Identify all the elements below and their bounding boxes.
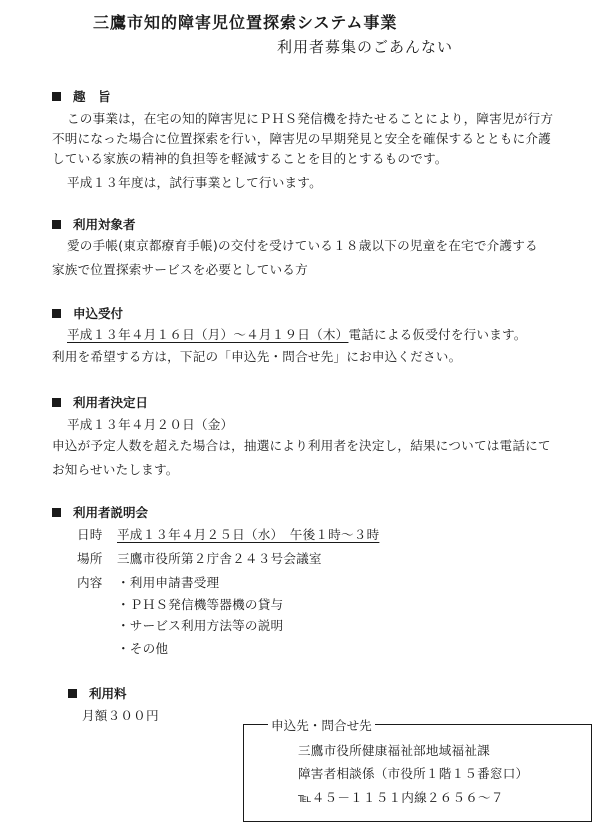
section-heading-text: 利用対象者 <box>73 217 136 232</box>
document-subtitle: 利用者募集のごあんない <box>277 38 454 56</box>
briefing-content-label: 内容 <box>77 575 103 590</box>
briefing-place-label: 場所 <box>77 551 103 566</box>
section-heading-text: 利用料 <box>89 686 127 701</box>
section-heading-text: 申込受付 <box>73 306 124 321</box>
bullet-square-icon <box>52 398 61 407</box>
contact-phone: ℡４５－１１５１内線２６５６～７ <box>298 790 504 805</box>
section-heading-briefing <box>52 503 148 521</box>
decision-date: 平成１３年４月２０日（金） <box>67 417 234 432</box>
bullet-square-icon <box>52 309 61 318</box>
application-period: 平成１３年４月１６日（月）～４月１９日（木） <box>67 327 349 342</box>
application-instruction: 利用を希望する方は，下記の「申込先・問合せ先」にお申込ください。 <box>52 349 462 364</box>
purpose-line: この事業は，在宅の知的障害児にＰＨＳ発信機を持たせることにより，障害児が行方 <box>67 111 554 126</box>
bullet-square-icon <box>52 508 61 517</box>
briefing-date-value: 平成１３年４月２５日（水） 午後１時～３時 <box>117 527 380 542</box>
briefing-content-item: ・サービス利用方法等の説明 <box>117 618 284 633</box>
section-heading-application <box>52 304 123 322</box>
fee-value: 月額３００円 <box>82 708 159 723</box>
section-heading-decision <box>52 393 148 411</box>
application-method: 電話による仮受付を行います。 <box>348 327 527 342</box>
briefing-content-item: ・その他 <box>117 641 169 656</box>
contact-department: 三鷹市役所健康福祉部地域福祉課 <box>298 743 490 758</box>
document-title: 三鷹市知的障害児位置探索システム事業 <box>93 13 398 32</box>
section-heading-eligibility <box>52 215 136 233</box>
purpose-line: 平成１３年度は，試行事業として行います。 <box>67 175 322 190</box>
section-heading-purpose <box>52 87 111 105</box>
contact-section: 障害者相談係（市役所１階１５番窓口） <box>298 766 529 781</box>
briefing-content-item: ・ＰＨＳ発信機等器機の貸与 <box>117 597 284 612</box>
decision-line: 申込が予定人数を超えた場合は，抽選により利用者を決定し，結果については電話にて <box>52 438 551 453</box>
briefing-place-value: 三鷹市役所第２庁舎２４３号会議室 <box>117 551 322 566</box>
section-heading-fee <box>68 684 127 702</box>
eligibility-line: 愛の手帳(東京都療育手帳)の交付を受けている１８歳以下の児童を在宅で介護する <box>67 238 538 253</box>
decision-line: お知らせいたします。 <box>52 462 179 477</box>
purpose-line: 不明になった場合に位置探索を行い，障害児の早期発見と安全を確保するとともに介護 <box>52 131 551 146</box>
section-heading-text: 利用者決定日 <box>73 395 149 410</box>
bullet-square-icon <box>52 220 61 229</box>
contact-label: 申込先・問合せ先 <box>268 715 375 734</box>
application-period-line <box>67 324 527 343</box>
eligibility-line: 家族で位置探索サービスを必要としている方 <box>52 262 308 277</box>
purpose-line: している家族の精神的負担等を軽減することを目的とするものです。 <box>52 151 448 166</box>
section-heading-text: 趣 旨 <box>73 89 111 104</box>
bullet-square-icon <box>68 689 77 698</box>
briefing-date-label: 日時 <box>77 527 103 542</box>
briefing-content-item: ・利用申請書受理 <box>117 575 220 590</box>
section-heading-text: 利用者説明会 <box>73 505 149 520</box>
bullet-square-icon <box>52 92 61 101</box>
